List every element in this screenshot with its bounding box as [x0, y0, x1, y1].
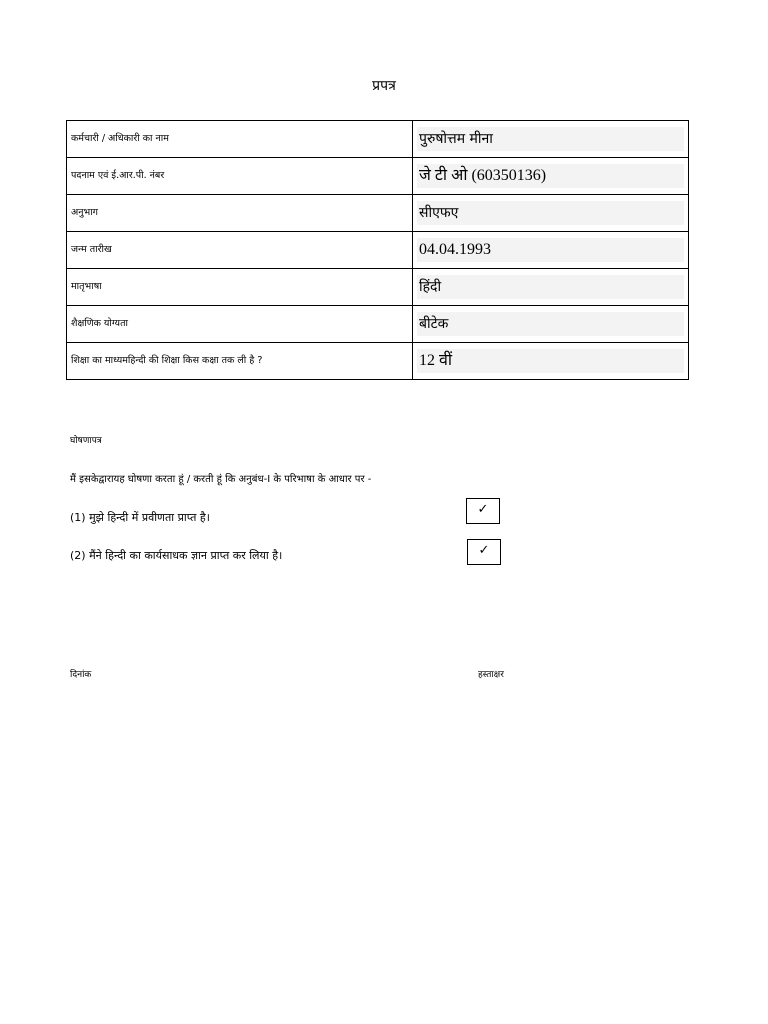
- declaration-heading: घोषणापत्र: [70, 436, 102, 446]
- declaration-item-working-knowledge: (2) मैंने हिन्दी का कार्यसाधक ज्ञान प्राप्त कर लिया है।: [70, 549, 283, 562]
- table-row: [67, 343, 689, 380]
- table-row: [67, 195, 689, 232]
- name-value: पुरुषोत्तम मीना: [417, 127, 684, 151]
- birth-date-value: 04.04.1993: [417, 238, 684, 262]
- designation-value: जे टी ओ (60350136): [417, 164, 684, 188]
- table-row: [67, 232, 689, 269]
- table-row: [67, 158, 689, 195]
- name-label: कर्मचारी / अधिकारी का नाम: [67, 121, 413, 158]
- working-knowledge-checkbox[interactable]: ✓: [467, 539, 501, 565]
- designation-label: पदनाम एवं ई.आर.पी. नंबर: [67, 158, 413, 195]
- section-value: सीएफए: [417, 201, 684, 225]
- qualification-label: शैक्षणिक योग्यता: [67, 306, 413, 343]
- declaration-intro: मैं इसकेद्वारायह घोषणा करता हूं / करती हूं कि अनुबंध-I के परिभाषा के आधार पर -: [70, 474, 372, 485]
- table-row: [67, 306, 689, 343]
- employee-details-table: [66, 120, 689, 380]
- mother-tongue-label: मातृभाषा: [67, 269, 413, 306]
- table-row: [67, 269, 689, 306]
- qualification-value: बीटेक: [417, 312, 684, 336]
- signature-label: हस्ताक्षर: [478, 670, 504, 680]
- table-row: [67, 121, 689, 158]
- date-label: दिनांक: [70, 670, 92, 680]
- form-title: प्रपत्र: [372, 78, 396, 94]
- declaration-item-proficiency: (1) मुझे हिन्दी में प्रवीणता प्राप्त है।: [70, 511, 210, 524]
- mother-tongue-value: हिंदी: [417, 275, 684, 299]
- section-label: अनुभाग: [67, 195, 413, 232]
- hindi-education-value: 12 वीं: [417, 349, 684, 373]
- hindi-education-label: शिक्षा का माध्यमहिन्दी की शिक्षा किस कक्षा तक ली है ?: [67, 343, 413, 380]
- birth-date-label: जन्म तारीख: [67, 232, 413, 269]
- proficiency-checkbox[interactable]: ✓: [466, 498, 500, 524]
